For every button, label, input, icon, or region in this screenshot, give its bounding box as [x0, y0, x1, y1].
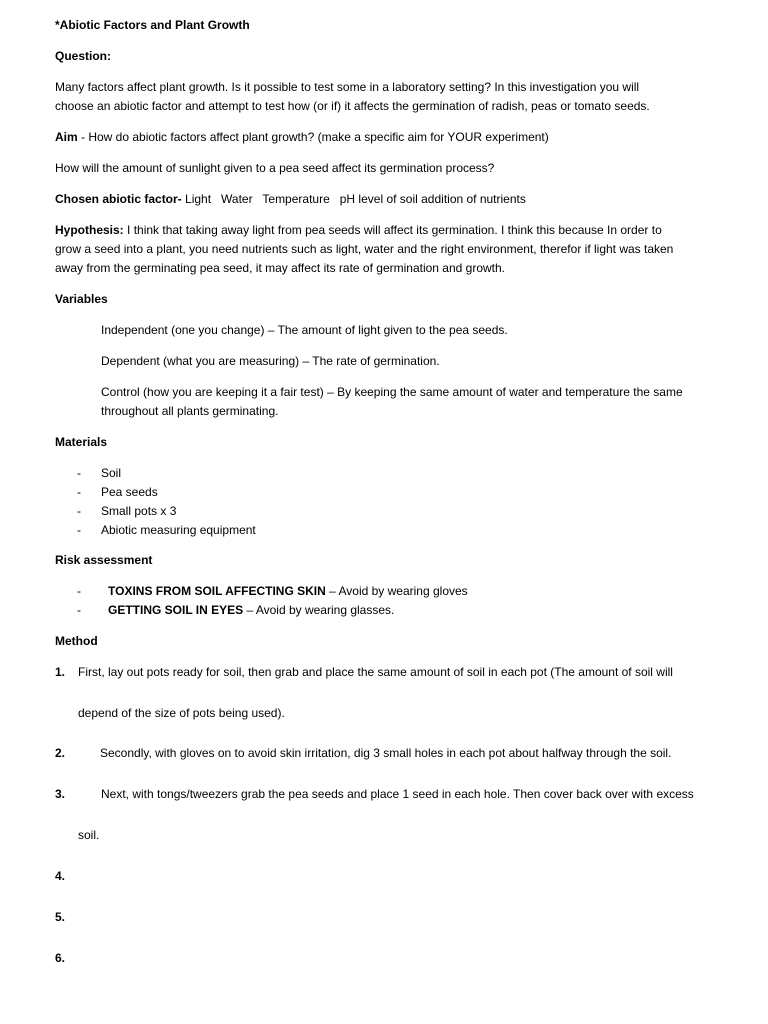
step-number: 5. [55, 910, 66, 924]
aim-paragraph [55, 129, 549, 145]
bullet-dash: - [77, 466, 81, 480]
question-heading: Question: [55, 49, 111, 63]
risk-hazard: TOXINS FROM SOIL AFFECTING SKIN [108, 584, 326, 598]
step-text-continued: depend of the size of pots being used). [78, 706, 285, 720]
hypothesis-line: grow a seed into a plant, you need nutrients such as light, water and the right environment, therefor if light was taken [55, 242, 674, 256]
method-heading: Method [55, 634, 98, 648]
hypothesis-line [55, 222, 662, 238]
dependent-variable: Dependent (what you are measuring) – The rate of germination. [101, 354, 440, 368]
bullet-dash: - [77, 504, 81, 518]
question-text-line: choose an abiotic factor and attempt to test how (or if) it affects the germination of radish, peas or tomato seeds. [55, 99, 650, 113]
chosen-factor-options: Light Water Temperature pH level of soil addition of nutrients [181, 192, 526, 206]
specific-aim: How will the amount of sunlight given to a pea seed affect its germination process? [55, 161, 495, 175]
material-item: Abiotic measuring equipment [101, 523, 256, 537]
risk-control: – Avoid by wearing gloves [325, 584, 468, 598]
material-item: Soil [101, 466, 122, 480]
risk-control: – Avoid by wearing glasses. [243, 603, 395, 617]
hypothesis-line: away from the germinating pea seed, it may affect its rate of germination and growth. [55, 261, 506, 275]
step-number: 1. [55, 665, 66, 679]
variables-heading: Variables [55, 292, 108, 306]
chosen-factor-paragraph [55, 191, 526, 207]
step-text: Next, with tongs/tweezers grab the pea seeds and place 1 seed in each hole. Then cover back over with excess [101, 787, 694, 801]
aim-label: Aim [55, 130, 78, 144]
bullet-dash: - [77, 603, 81, 617]
aim-text: - How do abiotic factors affect plant growth? (make a specific aim for YOUR experiment) [77, 130, 549, 144]
hypothesis-text: I think that taking away light from pea seeds will affect its germination. I think this because In order to [123, 223, 662, 237]
question-text-line: Many factors affect plant growth. Is it possible to test some in a laboratory setting? In this investigation you will [55, 80, 640, 94]
bullet-dash: - [77, 584, 81, 598]
document-title: *Abiotic Factors and Plant Growth [55, 18, 250, 32]
independent-variable: Independent (one you change) – The amount of light given to the pea seeds. [101, 323, 508, 337]
bullet-dash: - [77, 485, 81, 499]
bullet-dash: - [77, 523, 81, 537]
step-text: Secondly, with gloves on to avoid skin irritation, dig 3 small holes in each pot about halfway through the soil. [100, 746, 672, 760]
control-variable-continued: throughout all plants germinating. [101, 404, 279, 418]
step-number: 4. [55, 869, 66, 883]
step-number: 6. [55, 951, 66, 965]
materials-heading: Materials [55, 435, 108, 449]
step-number: 2. [55, 746, 66, 760]
material-item: Pea seeds [101, 485, 158, 499]
chosen-factor-label: Chosen abiotic factor- [55, 192, 182, 206]
hypothesis-label: Hypothesis: [55, 223, 124, 237]
risk-hazard: GETTING SOIL IN EYES [108, 603, 244, 617]
step-number: 3. [55, 787, 66, 801]
step-text-continued: soil. [78, 828, 100, 842]
material-item: Small pots x 3 [101, 504, 177, 518]
risk-heading: Risk assessment [55, 553, 153, 567]
control-variable: Control (how you are keeping it a fair test) – By keeping the same amount of water and temperature the same [101, 385, 683, 399]
step-text: First, lay out pots ready for soil, then grab and place the same amount of soil in each pot (The amount of soil will [78, 665, 673, 679]
